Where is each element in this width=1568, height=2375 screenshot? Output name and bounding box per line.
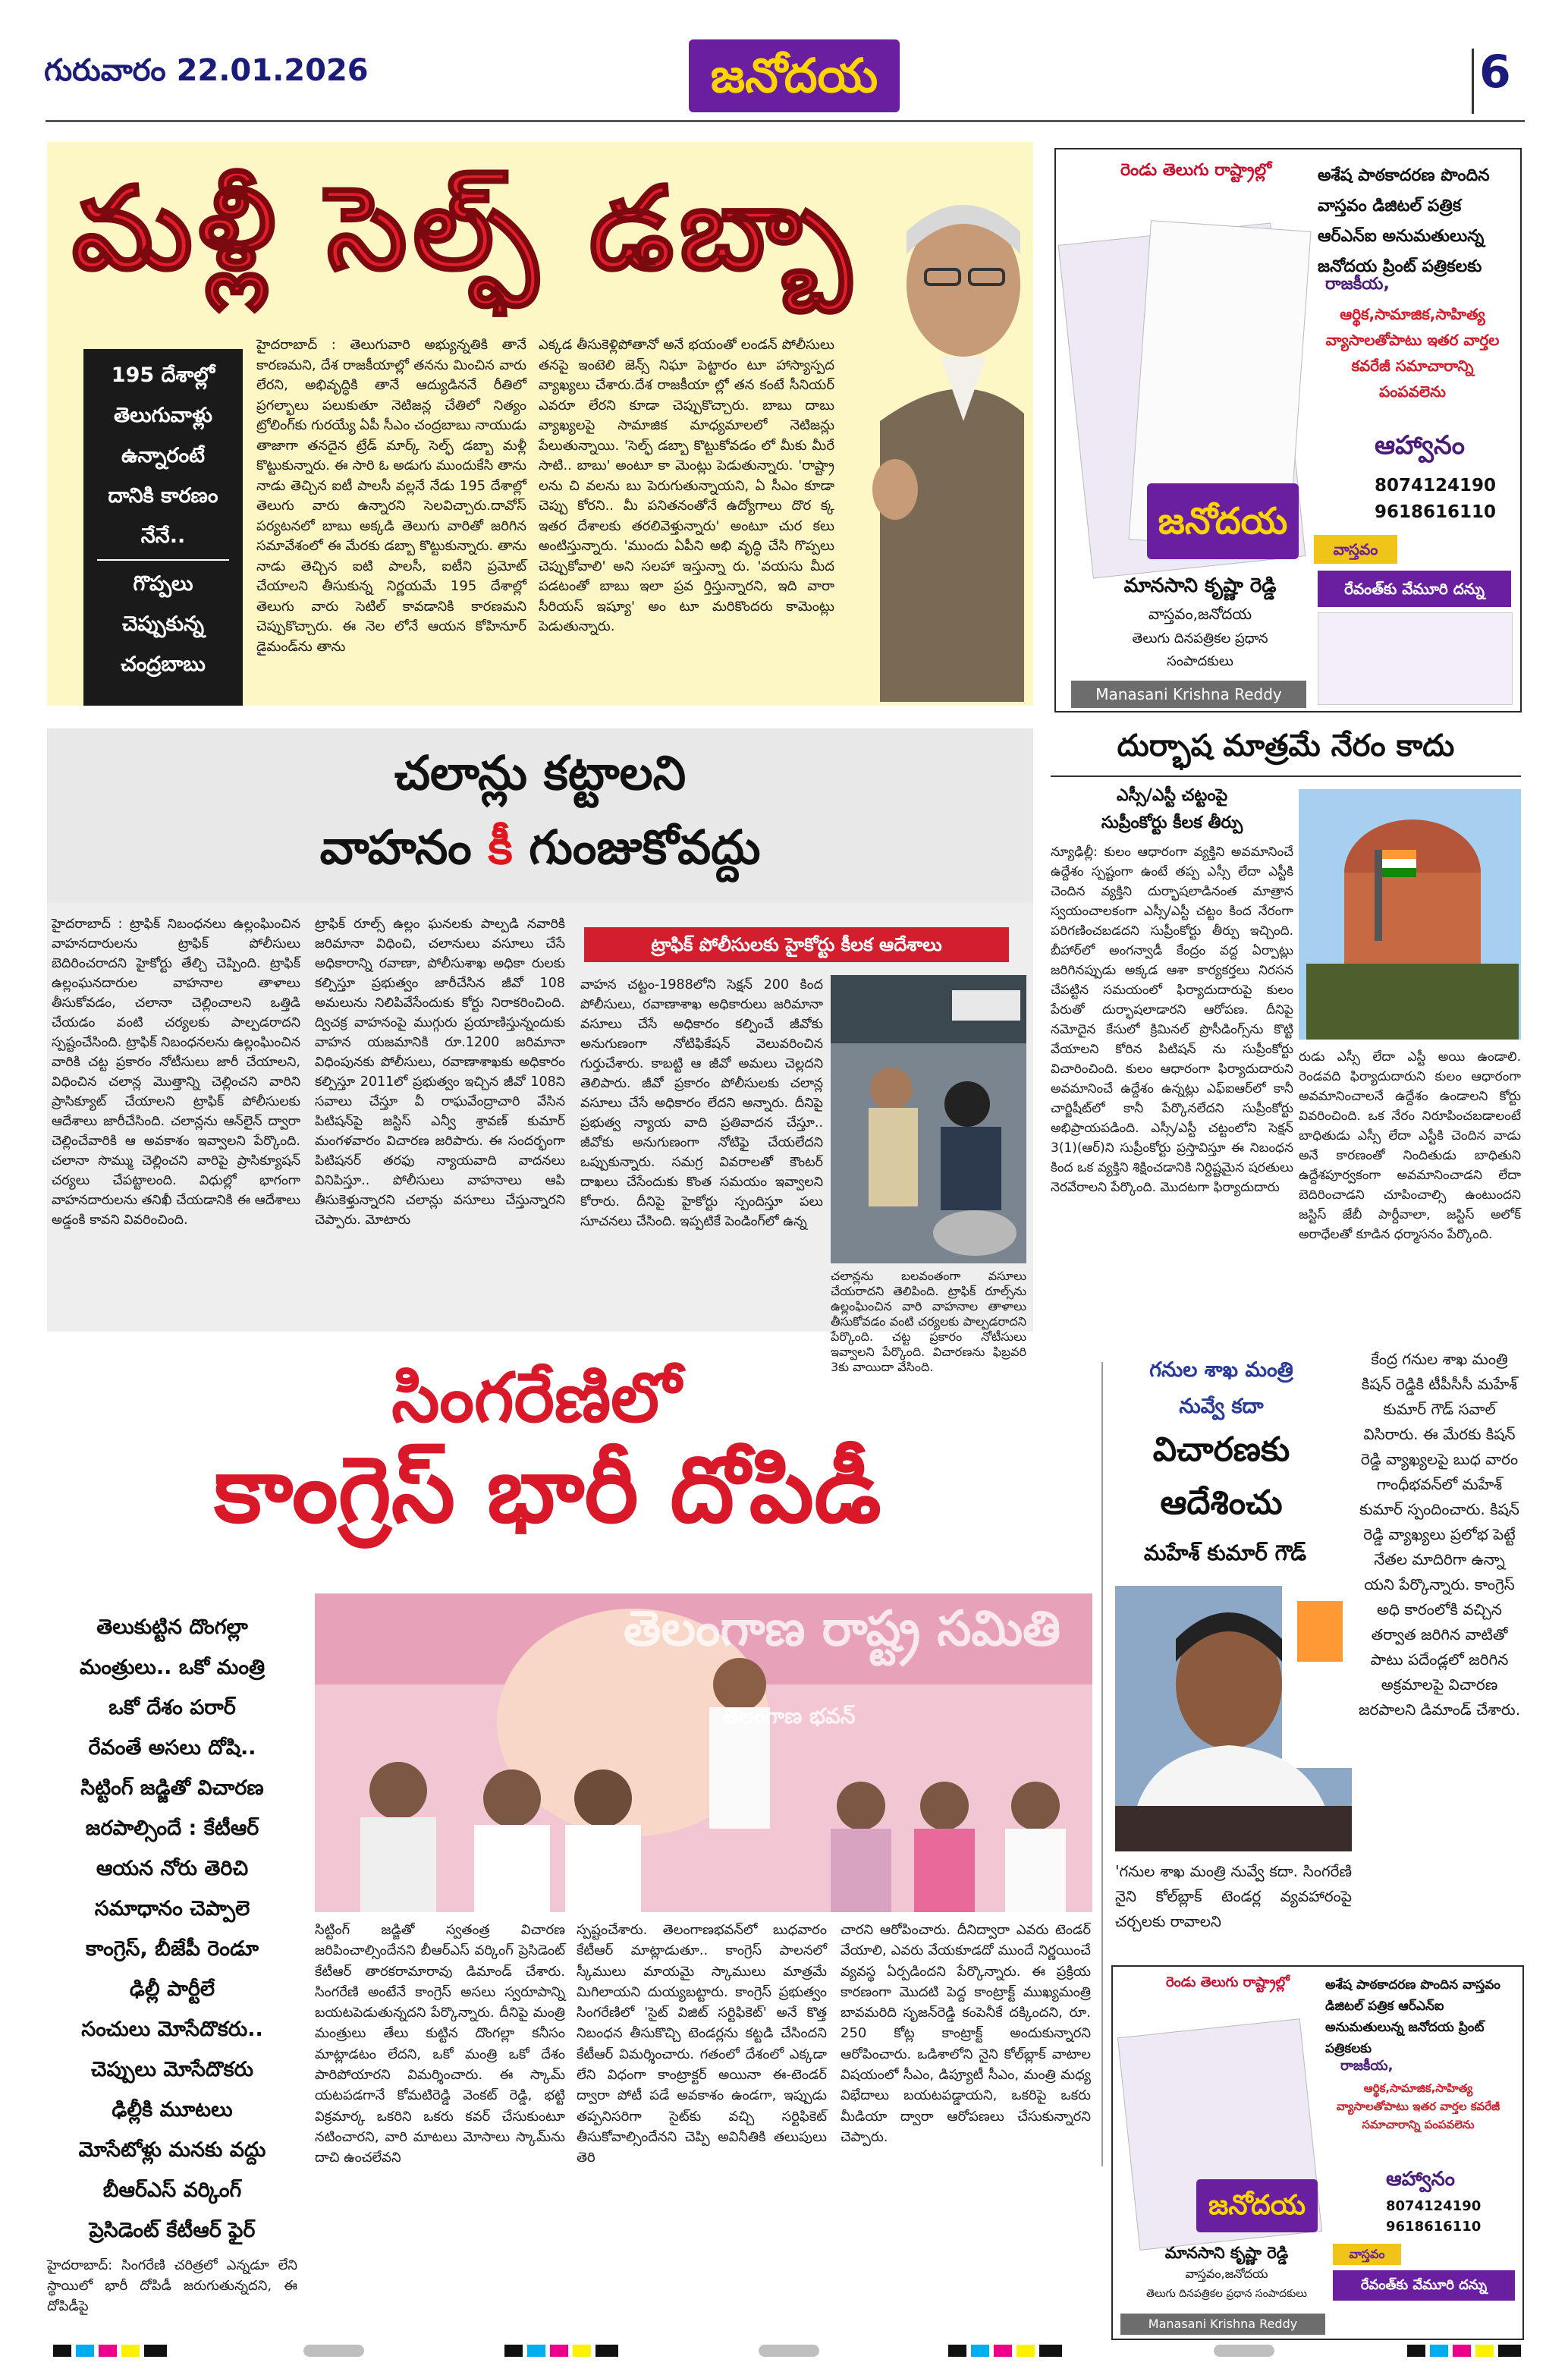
story2-column-2: ట్రాఫిక్ రూల్స్ ఉల్లం ఘనలకు పాల్పడి నవారికి జరిమానా విధించి, చలానులు వసూలు చేసే అధికారాన్ని రవాణా, పోలీసుశాఖ అధికా రులకు కల్పిస్తూ ప్రభుత్వం జారీచేసిన జీవో 108 అమలును నిలిపివేసేందుకు కోర్టు నిరాకరించింది. ద్విచక్ర వాహనంపై ముగ్గురు ప్రయాణిస్తున్నందుకు వాహన యజమానికి రూ.1200 జరిమానా విధింపునకు పోలీసులు, రవాణాశాఖకు అధికారం కల్పిస్తూ 2011లో ప్రభుత్వం ఇచ్చిన జీవో 108ని సవాలు చేస్తూ వీ రాఘవేంద్రాచారి వేసిన పిటిషన్‌పై జస్టిస్ ఎన్వీ శ్రావణ్ కుమార్ మంగళవారం విచారణ జరిపారు. ఈ సందర్భంగా పిటిషనర్ తరఫు న్యాయవాది వాదనలు వినిపిస్తూ.. పోలీసులు వాహనాలు ఆపి తీసుకెళ్తున్నారని చలాన్లు వసూలు చేస్తున్నారని చెప్పారు. మోటారు bbox=[315, 917, 565, 1228]
story2-column-1: హైదరాబాద్ : ట్రాఫిక్ నిబంధనలు ఉల్లంఘించిన వాహనదారులను ట్రాఫిక్ పోలీసులు బెదిరించరాదని హైకోర్టు తేల్చి చెప్పింది. ట్రాఫిక్ ఉల్లంఘనదారుల వాహనాల తాళాలు తీసుకోవడం, చలానా చెల్లించాలని ఒత్తిడి చేయడం వంటి చర్యలకు పాల్పడరాదని స్పష్టంచేసింది. ట్రాఫిక్ నిబంధనలను ఉల్లంఘించిన వారికి చట్ట ప్రకారం నోటీసులు జారీ చేయాలని, విధించిన చలాన్ల మొత్తాన్ని చెల్లించని వారిని ప్రాసిక్యూట్ చేయాలని ట్రాఫిక్ పోలీసులకు ఆదేశాలు జారీచేసింది. చలాన్లను ఆన్‌లైన్ ద్వారా చెల్లించేవారికి ఆ అవకాశం ఇవ్వాలని పేర్కొంది. చలానా సొమ్ము చెల్లించని వారిపై ప్రాసిక్యూషన్ చర్యలు చేపట్టాలంది. విధుల్లో భాగంగా వాహనదారులను తనిఖీ చేయడానికి ఈ ఆదేశాలు అడ్డంకి కావని వివరించింది. bbox=[52, 917, 300, 1228]
masthead-logo: జనోదయ bbox=[689, 39, 900, 112]
story2-headline-red: కీ bbox=[488, 819, 513, 875]
ad-top-black: అశేష పాఠకాదరణ పొందిన వాస్తవం డిజిటల్ పత్రిక ఆర్ఎన్ఐ అనుమతులున్న జనోదయ ప్రింట్ పత్రికలకు bbox=[1325, 1977, 1500, 2056]
ad-editor-pub: వాస్తవం,జనోదయ bbox=[1185, 2266, 1268, 2281]
sidebar-line: సంచులు మోసేదొకరు.. bbox=[81, 2018, 263, 2041]
ad-topics-purple: రాజకీయ, bbox=[1325, 275, 1390, 294]
ad-logo: జనోదయ bbox=[1147, 483, 1299, 559]
story1-column-1: హైదరాబాద్ : తెలుగువారి అభ్యున్నతికి తానే కారణమని, దేశ రాజకీయాల్లో తనను మించిన వారు లేరని, అభివృద్ధికి తానే ఆద్యుడిననే రీతిలో ప్రగల్భాలు పలుకుతూ నెటిజన్ల చేతిలో నిత్యం ట్రోలింగ్‌కు గురయ్యే ఏపీ సీఎం చంద్రబాబు నాయుడు తాజాగా తనదైన ట్రేడ్ మార్క్ సెల్ఫ్ డబ్బా మళ్లీ కొట్టుకున్నారు. ఈ సారి ఓ అడుగు ముందుకేసి తాను నాడు తెచ్చిన ఐటీ పాలసీ వల్లనే నేడు 195 దేశాల్లో తెలుగు వారు ఉన్నారని సెలవిచ్చారు.దావోస్ పర్యటనలో బాబు అక్కడి తెలుగు వారితో జరిగిన సమావేశంలో ఈ మేరకు డబ్బా కొట్టుకున్నారు. తాను నాడు తెచ్చిన ఐటి పాలసీ, ఐటీని ప్రమోట్ చేయాలని తీసుకున్న నిర్ణయమే 195 దేశాల్లో తెలుగు వారు సెటిల్ కావడానికి కారణమని చెప్పుకొచ్చారు. ఈ నెల లోనే ఆయన కోహినూర్ డైమండ్‌ను తాను bbox=[256, 337, 526, 655]
story4-column-1: సిట్టింగ్ జడ్జితో స్వతంత్ర విచారణ జరిపించాల్సిందేనని బీఆర్ఎస్ వర్కింగ్ ప్రెసిడెంట్ కేటీఆర్ తారకరామారావు డిమాండ్ చేశారు. సింగరేణి అంటేనే కాంగ్రెస్ అసలు స్వరూపాన్ని బయటపెడుతున్నదని పేర్కొన్నారు. దీనిపై మంత్రి మంత్రులు తేలు కుట్టిన దొంగల్లా కనీసం మాట్లాడటం లేదని, ఒకో మంత్రి ఒకో దేశం పారిపోయారని విమర్శించారు. ఈ స్కామ్ యటపడగానే కోమటిరెడ్డి వెంకట్ రెడ్డి, భట్టి విక్రమార్క ఒకరిని ఒకరు కవర్ చేసుకుంటూ నటించారని, వారి మాటలు మోసాలు స్కామ్‌ను దాచి ఉంచలేవని bbox=[315, 1922, 565, 2166]
ad-revanth-photo bbox=[1318, 612, 1513, 705]
sidebar-line: కాంగ్రెస్, బీజేపీ రెండూ bbox=[85, 1937, 259, 1961]
photo-banner-text: తెలంగాణ రాష్ట్ర సమితి bbox=[623, 1601, 1061, 1657]
ad-footer-name: Manasani Krishna Reddy bbox=[1120, 2314, 1325, 2335]
photo-sub-text: తెలంగాణ భవన్ bbox=[722, 1703, 856, 1729]
sidebar-line: ప్రెసిడెంట్ కేటీఆర్ ఫైర్ bbox=[89, 2219, 256, 2242]
ad-invite: ఆహ్వానం bbox=[1375, 430, 1465, 461]
ad-phone-1: 8074124190 bbox=[1375, 476, 1497, 495]
story1-headline: మళ్లీ సెల్ఫ్ డబ్బా bbox=[72, 163, 857, 295]
sidebar-line: సమాధానం చెప్పాలె bbox=[94, 1897, 250, 1920]
story4-headline-line1: సింగరేణిలో bbox=[391, 1358, 681, 1438]
ad-topics-red: ఆర్థిక,సామాజిక,సాహిత్య వ్యాసాలతోపాటు ఇతర వార్తల కవరేజీ సమాచారాన్ని పంపవలెను bbox=[1336, 2081, 1500, 2131]
ad-editor-role: తెలుగు దినపత్రికల ప్రధాన సంపాదకులు bbox=[1146, 2288, 1307, 2300]
story3-headline: దుర్భాష మాత్రమే నేరం కాదు bbox=[1117, 728, 1455, 763]
sidebar-divider bbox=[97, 559, 229, 561]
ad-editor-name: మానసాని కృష్ణా రెడ్డి bbox=[1123, 574, 1277, 597]
ad-revanth-banner: రేవంత్‌కు వేమూరి దన్ను bbox=[1318, 571, 1511, 607]
registration-color-bar bbox=[504, 2345, 618, 2357]
ad-footer-name: Manasani Krishna Reddy bbox=[1071, 681, 1306, 708]
story2-headline-line2 bbox=[47, 819, 1033, 886]
ad-top-red: రెండు తెలుగు రాష్ట్రాల్లో bbox=[1166, 1974, 1290, 1990]
sidebar-line: ఢిల్లీ పార్టీలే bbox=[129, 1977, 215, 2001]
sidebar-line: గొప్పలు bbox=[133, 572, 193, 596]
ad-phone-2: 9618616110 bbox=[1375, 502, 1497, 522]
page-number: 6 bbox=[1479, 46, 1511, 99]
page-number-divider bbox=[1472, 49, 1474, 114]
sidebar-line: నేనే.. bbox=[140, 524, 186, 548]
sidebar-line: దానికి కారణం bbox=[108, 484, 218, 508]
sidebar-line: బీఆర్ఎస్ వర్కింగ్ bbox=[102, 2178, 242, 2202]
story1-column-2: ఎక్కడ తీసుకెళ్లిపోతానో అనే భయంతో లండన్ పోలీసులు తనపై ఇంటెలి జెన్స్ నిఘా పెట్టారం టూ హాస్యాస్పద వ్యాఖ్యలు చేశారు.దేశ రాజకీయా ల్లో తన కంటే సీనియర్ ఎవరూ లేరని కూడా చెప్పుకొచ్చారు. బాబు దాబు వ్యాఖ్యలపై సామాజిక మాధ్యమాలలో నెటిజన్లు పేలుతున్నాయి. 'సెల్ఫ్ డబ్బా కొట్టుకోవడం లో మీకు మీరే సాటి.. బాబు' అంటూ కా మెంట్లు పెడుతున్నారు. 'రాష్ట్రా లను చి వలను బు పెరుగుతున్నాయని, ఏ సీఎం కూడా చెప్పు కోరని.. మీ పనితనంతోనే ఉద్యోగాలు దొర క్క ఇతర దేశాలకు తరలివెళ్తున్నారు' అంటూ చుర కలు అంటిస్తున్నారు. 'ముందు ఏపీని అభి వృద్ధి చేసి గొప్పలు చెప్పుకోవాలి' అని సలహా ఇస్తున్నా రు. 'వయసు మీద పడటంతో బాబు ఇలా ప్రవ ర్తిస్తున్నారని, ఇది వారా సీరియస్ ఇష్యూ' అం టూ మరికొందరు కామెంట్లు పెడుతున్నారు. bbox=[539, 337, 834, 634]
story4-column-2: స్పష్టంచేశారు. తెలంగాణభవన్‌లో బుధవారం కేటీఆర్ మాట్లాడుతూ.. కాంగ్రెస్ పాలనలో స్కీములు మాయమై స్కాములు మాత్రమే మిగిలాయని దుయ్యబట్టారు. కాంగ్రెస్ ప్రభుత్వం సింగరేణిలో 'సైట్ విజిట్ సర్టిఫికెట్' అనే కొత్త నిబంధన తీసుకొచ్చి టెండర్లను కట్టడి చేసిందని కేటీఆర్ విమర్శించారు. గతంలో దేశంలో ఎక్కడా లేని విధంగా కాంట్రాక్టర్ అయినా ఈ-టెండర్ ద్వారా పోటీ పడే అవకాశం ఉండగా, ఇప్పుడు తప్పనిసరిగా సైట్‌కు వచ్చి సర్టిఫికెట్ తీసుకోవాల్సిందేనని చెప్పి అవినీతికి తలుపులు తెరి bbox=[577, 1922, 827, 2166]
story5-headline-1: విచారణకు bbox=[1152, 1430, 1290, 1469]
sidebar-line: చెప్పులు మోసేదొకరు bbox=[90, 2058, 253, 2081]
sidebar-line: జరపాల్సిందే : కేటీఆర్ bbox=[85, 1817, 259, 1840]
story5-byline: మహేశ్ కుమార్ గౌడ్ bbox=[1143, 1540, 1307, 1565]
mahesh-goud-photo bbox=[1115, 1586, 1352, 1851]
story4-sidebar bbox=[47, 1607, 297, 2251]
sidebar-line: మంత్రులు.. ఒకో మంత్రి bbox=[79, 1656, 266, 1679]
header-rule bbox=[46, 120, 1525, 122]
story2-headline-part: వాహనం bbox=[319, 819, 489, 875]
registration-color-bar bbox=[53, 2345, 167, 2357]
supreme-court-photo bbox=[1299, 789, 1521, 1040]
sidebar-line: సిట్టింగ్ జడ్జితో విచారణ bbox=[80, 1776, 264, 1800]
ad-top-red: రెండు తెలుగు రాష్ట్రాల్లో bbox=[1120, 161, 1272, 180]
story2-tag: ట్రాఫిక్ పోలీసులకు హైకోర్టు కీలక ఆదేశాలు bbox=[584, 927, 1009, 962]
sidebar-line: ఉన్నారంటే bbox=[121, 444, 206, 467]
story5-headline-2: ఆదేశించు bbox=[1160, 1483, 1283, 1522]
story5-lead-2: నువ్వే కదా bbox=[1179, 1395, 1264, 1418]
story4-lead: హైదరాబాద్: సింగరేణి చరిత్రలో ఎన్నడూ లేని స్థాయిలో భారీ దోపిడీ జరుగుతున్నదని, ఈ దోపిడీపై bbox=[47, 2257, 297, 2314]
story3-subhead-1: ఎస్సీ/ఎస్టీ చట్టంపై bbox=[1116, 786, 1228, 805]
sidebar-line: 195 దేశాల్లో bbox=[111, 363, 215, 387]
story3-subhead-2: సుప్రీంకోర్టు కీలక తీర్పు bbox=[1101, 813, 1243, 832]
sidebar-line: తెలుకుట్టిన దొంగల్లా bbox=[96, 1615, 248, 1639]
story1-sidebar bbox=[83, 349, 243, 706]
ad-phone-1: 8074124190 bbox=[1386, 2198, 1482, 2214]
story5-divider bbox=[1101, 1362, 1103, 2166]
ad-brand-tag: వాస్తవం bbox=[1314, 535, 1397, 564]
registration-color-bar bbox=[948, 2345, 1062, 2357]
ad-topics-red: ఆర్థిక,సామాజిక,సాహిత్య వ్యాసాలతోపాటు ఇతర వార్తల కవరేజీ సమాచారాన్ని పంపవలెను bbox=[1325, 305, 1500, 401]
sidebar-line: చంద్రబాబు bbox=[121, 653, 206, 676]
sidebar-line: ఢిల్లీకి మూటలు bbox=[112, 2098, 233, 2122]
story5-lead-1: గనుల శాఖ మంత్రి bbox=[1149, 1358, 1293, 1382]
chandrababu-portrait-photo bbox=[872, 171, 1024, 702]
story2-column-3: వాహన చట్టం-1988లోని సెక్షన్ 200 కింద పోలీసులు, రవాణాశాఖ అధికారులు జరిమానా వసూలు చేసే అధికారం కల్పించే జీవోకు అనుగుణంగా నోటిఫికేషన్ వెలువరించిన గుర్తుచేశారు. కాబట్టి ఆ జీవో అమలు చెల్లదని తెలిపారు. జీవో ప్రకారం పోలీసులకు చలాన్ల వసూలు చేసే అధికారం లేదని అన్నారు. దీనిపై ప్రభుత్వ న్యాయ వాది ప్రతివాదన చేస్తూ.. జీవోకు అనుగుణంగా నోటిఫై చేయలేదని ఒప్పుకున్నారు. సమగ్ర వివరాలతో కౌంటర్ దాఖలు చేసేందుకు కొంత సమయం ఇవ్వాలని కోరారు. దీనిపై హైకోర్టు స్పందిస్తూ పలు సూచనలు చేసింది. ఇప్పటికే పెండింగ్‌లో ఉన్న bbox=[580, 977, 823, 1229]
sidebar-line: చెప్పుకున్న bbox=[122, 612, 204, 636]
registration-gray-bar bbox=[1214, 2345, 1274, 2357]
ad-editor-pub: వాస్తవం,జనోదయ bbox=[1148, 605, 1252, 623]
story5-caption: 'గనుల శాఖ మంత్రి నువ్వే కదా. సింగరేణి నైని కోల్‌బ్లాక్ టెండర్ల వ్యవహారంపై చర్చలకు రావాలని bbox=[1115, 1862, 1352, 1930]
traffic-police-photo bbox=[831, 975, 1026, 1263]
ad-invite: ఆహ్వానం bbox=[1386, 2168, 1455, 2191]
story3-headline-rule bbox=[1051, 775, 1521, 777]
ad-editor-role: తెలుగు దినపత్రికల ప్రధాన సంపాదకులు bbox=[1132, 631, 1268, 669]
ad-brand-tag: వాస్తవం bbox=[1333, 2244, 1401, 2265]
advertisement-top bbox=[1054, 148, 1522, 712]
registration-gray-bar bbox=[759, 2345, 819, 2357]
story3-column-2: రుడు ఎస్సీ లేదా ఎస్టీ అయి ఉండాలి. రెండవది ఫిర్యాదుదారుని కులం ఆధారంగా అవమానించాలనే ఉద్దేశం ఉండాలని కోర్టు వివరించింది. ఒక నేరం నిరూపించబడాలంటే బాధితుడు ఎస్సీ లేదా ఎస్టీకి చెందిన వాడు అనే కారణంతో నిందితుడు బాధితుని ఉద్దేశపూర్వకంగా అవమానించాడని లేదా బెదిరించాడని చూపించాల్సి ఉంటుందని జస్టిస్ జేబీ పార్దీవాలా, జస్టిస్ అలోక్ అరాధేలతో కూడిన ధర్మాసనం పేర్కొంది. bbox=[1299, 1049, 1521, 1242]
sidebar-line: తెలుగువాళ్లు bbox=[113, 404, 213, 427]
registration-gray-bar bbox=[303, 2345, 364, 2357]
story3-column-1: న్యూఢిల్లీ: కులం ఆధారంగా వ్యక్తిని అవమానించే ఉద్దేశం స్పష్టంగా ఉంటే తప్ప ఎస్సీ లేదా ఎస్టీకి చెందిన వ్యక్తిని దుర్భాషలాడినంత మాత్రాన స్వయంచాలకంగా ఎస్సీ/ఎస్టీ చట్టం కింద నేరంగా పరిగణించబడదని సుప్రీంకోర్టు తీర్పు ఇచ్చింది. బీహార్‌లో అంగన్వాడీ కేంద్రం వద్ద ఏర్పాట్లు జరిగినప్పుడు అక్కడ ఆశా కార్యకర్తలు నిరసన చేపట్టిన సమయంలో ఫిర్యాదుదారుపై కులం పేరుతో దుర్భాషలాడారని ఆరోపణ. దీనిపై నమోదైన కేసులో క్రిమినల్ ప్రొసీడింగ్స్‌ను కొట్టి వేయాలని కోరిన పిటిషన్ ను సుప్రీంకోర్టు విచారించింది. కులం ఆధారంగా ఫిర్యాదుదారుని అవమానించే ఉద్దేశం ఉన్నట్లు ఎఫ్ఐఆర్‌లో కానీ చార్జిషీట్‌లో కానీ పేర్కొనలేదని సుప్రీంకోర్టు అభిప్రాయపడింది. ఎస్సీ/ఎస్టీ చట్టంలోని సెక్షన్ 3(1)(ఆర్)ని సుప్రీంకోర్టు ప్రస్తావిస్తూ ఈ నిబంధన కింద ఒక వ్యక్తిని శిక్షించడానికి నిర్దిష్టమైన షరతులు నెరవేరాలని పేర్కొంది. మొదటగా ఫిర్యాదుదారు bbox=[1051, 845, 1293, 1195]
ad-topics-purple: రాజకీయ, bbox=[1340, 2058, 1394, 2074]
story2-column-4: చలాన్లను బలవంతంగా వసూలు చేయరాదని తెలిపింది. ట్రాఫిక్ రూల్స్‌ను ఉల్లంఘించిన వారి వాహనాల తాళాలు తీసుకోవడం వంటి చర్యలకు పాల్పడరాదని పేర్కొంది. చట్ట ప్రకారం నోటీసులు ఇవ్వాలని పేర్కొంది. విచారణను ఫిబ్రవరి 3కు వాయిదా వేసింది. bbox=[831, 1269, 1026, 1374]
sidebar-line: ఒకో దేశం పరార్ bbox=[108, 1696, 236, 1719]
sidebar-line: ఆయన నోరు తెరిచి bbox=[96, 1857, 249, 1880]
story2-headline-part: గుంజుకోవద్దు bbox=[512, 819, 761, 875]
advertisement-bottom bbox=[1111, 1965, 1524, 2340]
ad-logo: జనోదయ bbox=[1196, 2179, 1318, 2232]
registration-color-bar bbox=[1407, 2345, 1521, 2357]
ad-editor-name: మానసాని కృష్ణా రెడ్డి bbox=[1164, 2244, 1289, 2262]
story5-body: కేంద్ర గనుల శాఖ మంత్రి కిషన్ రెడ్డికి టీపీసీసీ మహేశ్ కుమార్ గౌడ్ సవాల్ విసిరారు. ఈ మేరకు కిషన్ రెడ్డి వ్యాఖ్యలపై బుధ వారం గాంధీభవన్‌లో మహేశ్ కుమార్ స్పందించారు. కిషన్ రెడ్డి వ్యాఖ్యలు ప్రలోభ పెట్టే నేతల మాదిరిగా ఉన్నా యని పేర్కొన్నారు. కాంగ్రెస్ అధి కారంలోకి వచ్చిన తర్వాత జరిగిన వాటితో పాటు పదేండ్లలో జరిగిన అక్రమాలపై విచారణ జరపాలని డిమాండ్ చేశారు. bbox=[1358, 1350, 1521, 1719]
header-date: గురువారం 22.01.2026 bbox=[44, 53, 369, 88]
ad-top-black: అశేష పాఠకాదరణ పొందిన వాస్తవం డిజిటల్ పత్రిక ఆర్ఎన్ఐ అనుమతులున్న జనోదయ ప్రింట్ పత్రికలకు bbox=[1318, 166, 1490, 276]
sidebar-line: రేవంతే అసలు దోషి.. bbox=[88, 1736, 256, 1760]
story2-headline-line1: చలాన్లు కట్టాలని bbox=[394, 745, 687, 801]
story4-headline-line2: కాంగ్రెస్ భారీ దోపిడీ bbox=[214, 1438, 881, 1543]
story4-column-3: చారని ఆరోపించారు. దీనిద్వారా ఎవరు టెండర్ వేయాలి, ఎవరు వేయకూడదో ముందే నిర్ణయించే వ్యవస్థ ఏర్పడిందని పేర్కొన్నారు. ఈ ప్రక్రియ కారణంగా మొదటి పెద్ద కాంట్రాక్ట్ ముఖ్యమంత్రి బావమరిది సృజన్‌రెడ్డి కంపెనీకే దక్కిందని, రూ. 250 కోట్ల కాంట్రాక్ట్ అందుకున్నారని ఆరోపించారు. ఒడిశాలోని నైని కోల్‌బ్లాక్ వాటాల విషయంలో సీఎం, డిప్యూటీ సీఎం, మంత్రి మధ్య విభేదాలు బయటపడ్డాయని, ఒకరిపై ఒకరు మీడియా ద్వారా ఆరోపణలు చేసుకున్నారని చెప్పారు. bbox=[841, 1922, 1091, 2145]
ad-revanth-banner: రేవంత్‌కు వేమూరి దన్ను bbox=[1333, 2270, 1515, 2301]
ad-phone-2: 9618616110 bbox=[1386, 2219, 1482, 2235]
sidebar-line: మోసేటోళ్లు మనకు వద్దు bbox=[78, 2138, 266, 2162]
